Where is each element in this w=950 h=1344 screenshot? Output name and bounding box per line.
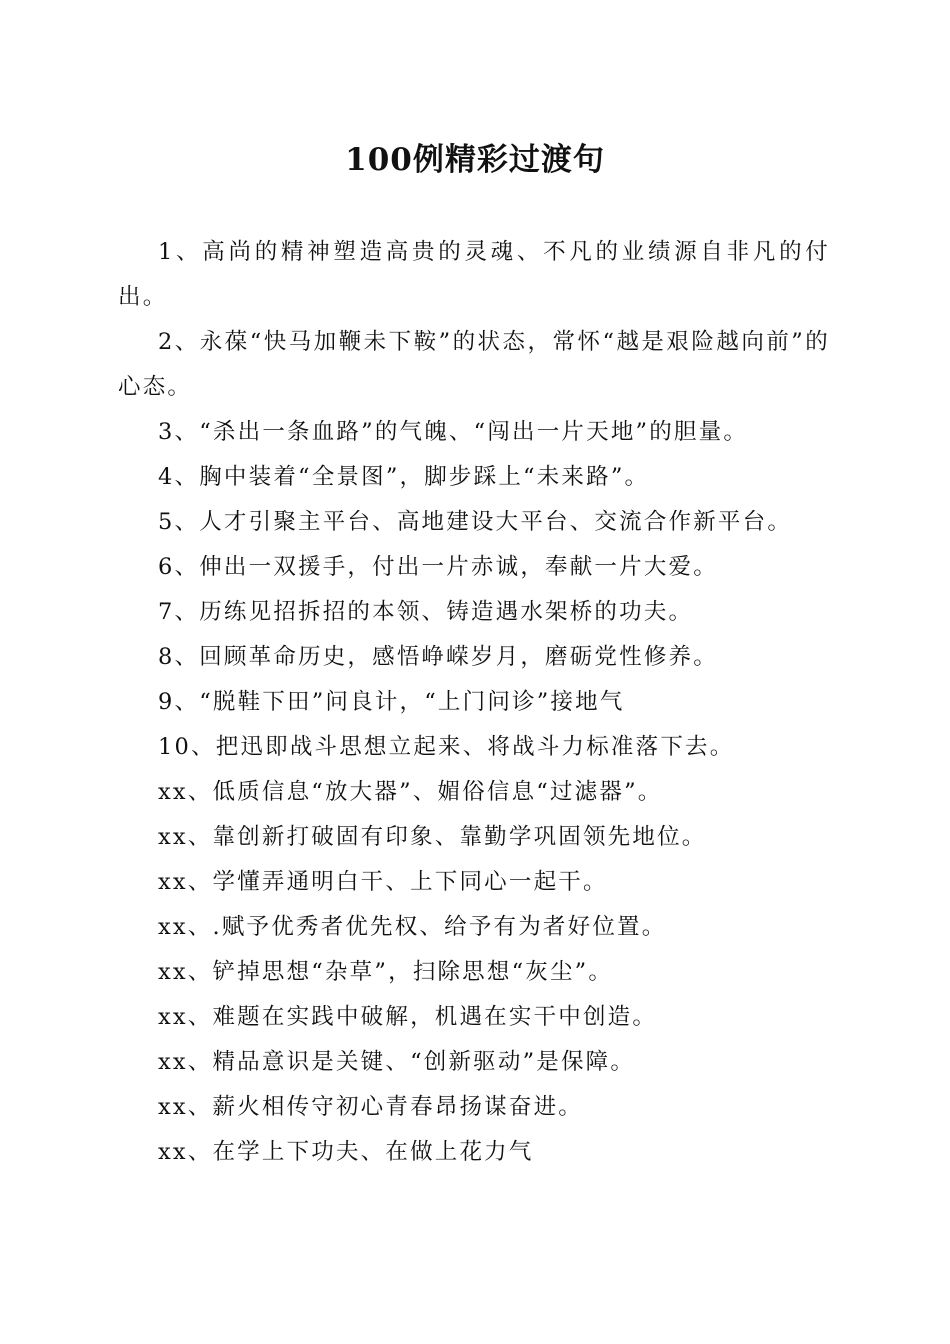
list-item: xx、学懂弄通明白干、上下同心一起干。: [158, 869, 608, 895]
document-body: [118, 230, 830, 1175]
list-item: xx、精品意识是关键、“创新驱动”是保障。: [158, 1049, 636, 1075]
list-item: 5、人才引聚主平台、高地建设大平台、交流合作新平台。: [158, 509, 793, 535]
list-item: 10、把迅即战斗思想立起来、将战斗力标准落下去。: [158, 734, 735, 760]
list-item: xx、在学上下功夫、在做上花力气: [158, 1139, 534, 1165]
document-title: 100例精彩过渡句: [345, 142, 605, 178]
list-item: xx、薪火相传守初心青春昂扬谋奋进。: [158, 1094, 583, 1120]
list-item: xx、靠创新打破固有印象、靠勤学巩固领先地位。: [158, 824, 707, 850]
list-item: 6、伸出一双援手，付出一片赤诚，奉献一片大爱。: [158, 554, 718, 580]
list-item: xx、铲掉思想“杂草”，扫除思想“灰尘”。: [158, 959, 614, 985]
list-item: 9、“脱鞋下田”问良计，“上门问诊”接地气: [158, 689, 625, 715]
list-item: xx、.赋予优秀者优先权、给予有为者好位置。: [158, 914, 667, 940]
list-item: xx、低质信息“放大器”、媚俗信息“过滤器”。: [158, 779, 663, 805]
list-item: 4、胸中装着“全景图”，脚步踩上“未来路”。: [158, 464, 650, 490]
list-item: 1、高尚的精神塑造高贵的灵魂、不凡的业绩源自非凡的付出。: [118, 239, 830, 310]
list-item: 7、历练见招拆招的本领、铸造遇水架桥的功夫。: [158, 599, 694, 625]
list-item: 8、回顾革命历史，感悟峥嵘岁月，磨砺党性修养。: [158, 644, 718, 670]
list-item: xx、难题在实践中破解，机遇在实干中创造。: [158, 1004, 658, 1030]
list-item: 2、永葆“快马加鞭未下鞍”的状态，常怀“越是艰险越向前”的心态。: [118, 329, 830, 400]
list-item: 3、“杀出一条血路”的气魄、“闯出一片天地”的胆量。: [158, 419, 749, 445]
